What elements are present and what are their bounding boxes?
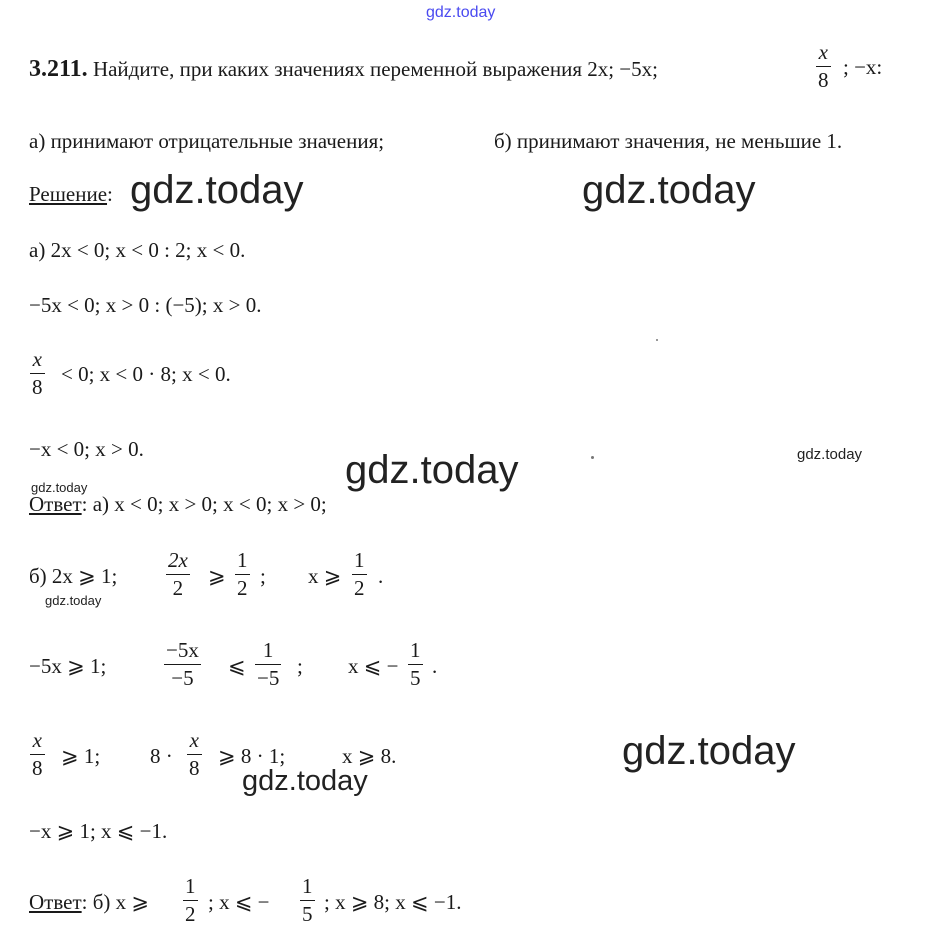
b-line-1-x: x ⩾ (308, 564, 342, 588)
fraction-bar (187, 754, 202, 755)
watermark: gdz.today (130, 168, 304, 212)
b-line-3-c: ⩾ 8 · 1; (218, 744, 286, 768)
b-answer-fraction-1 (183, 876, 198, 925)
denominator: 8 (818, 68, 829, 92)
denominator: 2 (237, 576, 248, 600)
b-answer-fraction-2 (300, 876, 315, 925)
fraction-bar (166, 574, 190, 575)
b-line-2-fraction-1 (164, 640, 201, 689)
b-line-2-fraction-3 (408, 640, 423, 689)
watermark: gdz.today (345, 448, 519, 492)
denominator: −5 (171, 666, 194, 690)
fraction-bar (816, 66, 831, 67)
numerator: 2x (168, 548, 188, 572)
fraction-bar (352, 574, 367, 575)
part-a-condition: а) принимают отрицательные значения; (29, 129, 385, 153)
numerator: 1 (302, 874, 313, 898)
a-line-2: −5x < 0; x > 0 : (−5); x > 0. (29, 293, 262, 317)
watermark: gdz.today (622, 729, 796, 773)
fraction-bar (255, 664, 281, 665)
fraction-bar (235, 574, 250, 575)
b-answer-middle: ; x ⩽ − (208, 890, 270, 914)
watermark: gdz.today (45, 593, 102, 608)
a-answer (29, 494, 327, 515)
fraction-bar (30, 754, 45, 755)
watermark: gdz.today (242, 765, 368, 797)
b-line-2-fraction-2 (255, 640, 281, 689)
scan-speck (656, 339, 658, 341)
answer-text: : а) x < 0; x > 0; x < 0; x > 0; (81, 492, 327, 516)
answer-label: Ответ (29, 492, 82, 516)
numerator: 1 (410, 638, 421, 662)
problem-tail: ; −x: (843, 55, 883, 79)
numerator: x (189, 728, 199, 752)
numerator: 1 (262, 638, 274, 662)
denominator: 5 (410, 666, 421, 690)
answer-label: Ответ (29, 890, 82, 914)
b-line-2-x: x ⩽ − (348, 654, 399, 678)
numerator: 1 (354, 548, 365, 572)
fraction-bar (30, 373, 45, 374)
fraction-x-over-8 (816, 42, 831, 91)
numerator: x (32, 347, 42, 371)
denominator: −5 (257, 666, 280, 690)
a-line-3-fraction (30, 349, 45, 398)
b-line-1-fraction-2 (235, 550, 250, 599)
denominator: 2 (185, 902, 196, 926)
answer-text: : б) x ⩾ (81, 890, 149, 914)
solution-label-text: Решение (29, 182, 108, 206)
b-line-1-semicolon: ; (260, 564, 266, 588)
denominator: 8 (32, 756, 43, 780)
b-line-3-a: ⩾ 1; (61, 744, 101, 768)
fraction-bar (164, 664, 201, 665)
fraction-bar (183, 900, 198, 901)
solution-colon: : (107, 182, 113, 206)
problem-number: 3.211. (29, 56, 88, 82)
watermark-top: gdz.today (426, 4, 496, 21)
fraction-bar (300, 900, 315, 901)
b-line-1-end: . (378, 564, 384, 588)
b-line-1-fraction-3 (352, 550, 367, 599)
b-line-2-semicolon: ; (297, 654, 303, 678)
b-line-3-d: x ⩾ 8. (342, 744, 397, 768)
b-answer-end: ; x ⩾ 8; x ⩽ −1. (324, 890, 462, 914)
b-line-2-sign: ⩽ (228, 654, 246, 678)
watermark: gdz.today (582, 168, 756, 212)
b-line-3-fraction-1 (30, 730, 45, 779)
a-line-3: < 0; x < 0 · 8; x < 0. (61, 362, 231, 386)
numerator: x (818, 40, 828, 64)
b-line-1-fraction-1 (166, 550, 190, 599)
numerator: x (32, 728, 42, 752)
b-line-3-fraction-2 (187, 730, 202, 779)
numerator: 1 (185, 874, 196, 898)
denominator: 8 (32, 375, 43, 399)
part-b-condition: б) принимают значения, не меньшие 1. (494, 129, 843, 153)
denominator: 8 (189, 756, 200, 780)
b-line-2-end: . (432, 654, 438, 678)
a-line-4: −x < 0; x > 0. (29, 437, 144, 461)
b-line-1-sign: ⩾ (208, 564, 226, 588)
watermark: gdz.today (797, 446, 863, 463)
fraction-bar (408, 664, 423, 665)
problem-statement (29, 57, 658, 81)
problem-text: Найдите, при каких значениях переменной выражения 2x; −5x; (92, 57, 658, 81)
numerator: 1 (237, 548, 248, 572)
numerator: −5x (166, 638, 199, 662)
watermark: gdz.today (31, 480, 88, 495)
b-line-2-start: −5x ⩾ 1; (29, 654, 107, 678)
denominator: 2 (354, 576, 365, 600)
denominator: 5 (302, 902, 313, 926)
solution-label (29, 184, 113, 205)
denominator: 2 (172, 576, 184, 600)
b-line-4: −x ⩾ 1; x ⩽ −1. (29, 819, 168, 843)
b-line-3-b: 8 · (150, 744, 173, 768)
b-line-1-start: б) 2x ⩾ 1; (29, 564, 118, 588)
a-line-1: а) 2x < 0; x < 0 : 2; x < 0. (29, 238, 246, 262)
b-answer-start (29, 892, 149, 913)
scan-speck (591, 456, 594, 459)
